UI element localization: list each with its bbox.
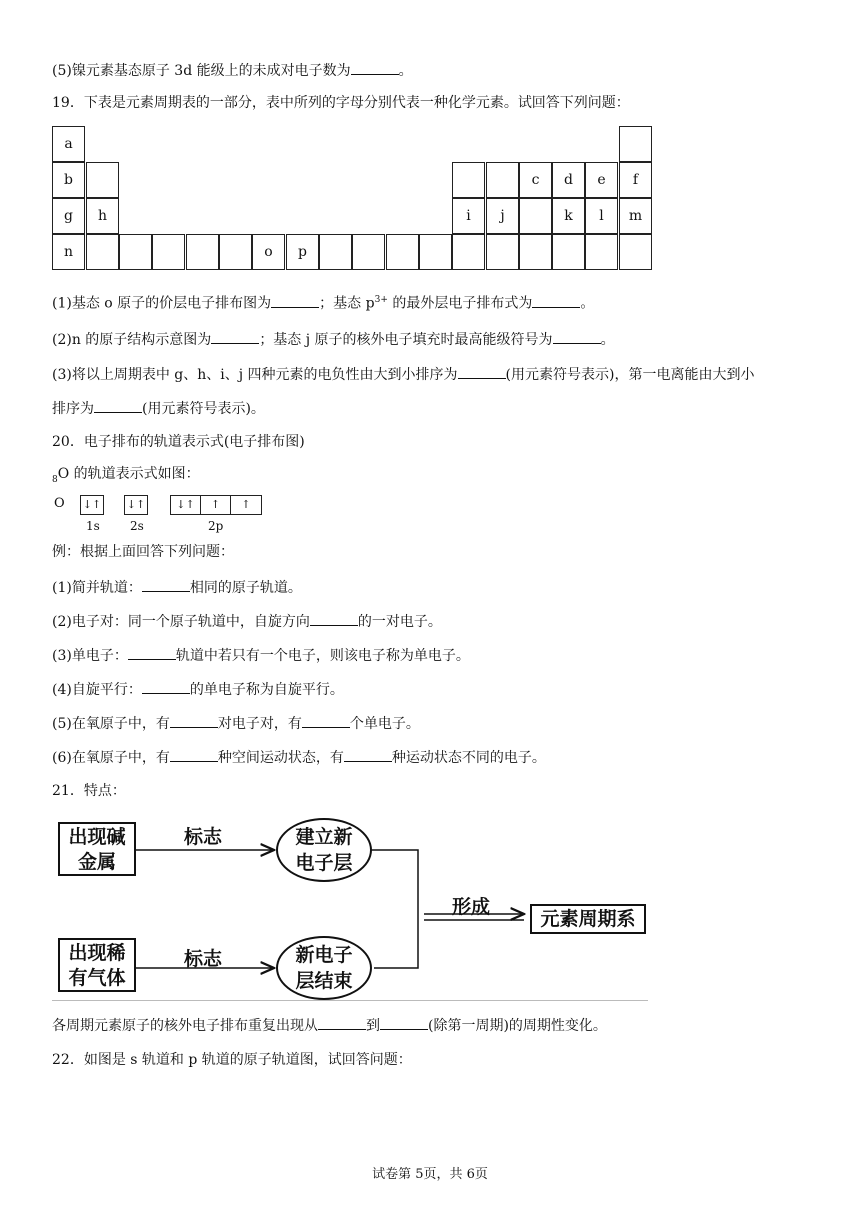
box-noble-gas <box>58 938 136 992</box>
q20-i1-text: (1)简并轨道： <box>52 580 142 596</box>
q19-s1 <box>52 290 594 314</box>
q20-intro <box>52 464 200 490</box>
answer-blank[interactable] <box>142 577 190 592</box>
cell-empty <box>452 234 485 270</box>
q20-i4-text: (4)自旋平行： <box>52 682 142 698</box>
answer-blank[interactable] <box>170 713 218 728</box>
q19-s3-text: (3)将以上周期表中 g、h、i、j 四种元素的电负性由大到小排序为 <box>52 367 458 383</box>
q20-i5-mid: 对电子对，有 <box>217 716 302 732</box>
q22-title: 22．如图是 s 轨道和 p 轨道的原子轨道图，试回答问题： <box>52 1052 412 1068</box>
q19-s3b-post: (用元素符号表示)。 <box>142 401 265 417</box>
q20-i5-text: (5)在氧原子中，有 <box>52 716 170 732</box>
cell-j: j <box>486 198 519 234</box>
cell-empty <box>319 234 352 270</box>
cell-empty <box>352 234 385 270</box>
q19-s1-mid: ；基态 p <box>319 295 375 312</box>
cell-o: o <box>252 234 285 270</box>
cell-empty <box>219 234 252 270</box>
q19-s3b-text: 排序为 <box>52 401 94 417</box>
cell-empty <box>619 126 652 162</box>
cell-empty <box>86 162 119 198</box>
q21-title: 21．特点： <box>52 783 126 799</box>
cell-empty <box>552 234 585 270</box>
answer-blank[interactable] <box>553 329 601 344</box>
label-forms: 形成 <box>452 896 491 918</box>
answer-blank[interactable] <box>211 329 259 344</box>
answer-blank[interactable] <box>458 364 506 379</box>
q20-i2-post: 的一对电子。 <box>357 614 442 630</box>
ellipse-line: 电子层 <box>295 852 353 874</box>
cell-empty <box>619 234 652 270</box>
q20-i6 <box>52 747 546 768</box>
ellipse-new-shell <box>276 818 372 882</box>
divider <box>52 1000 648 1001</box>
cell-f: f <box>619 162 652 198</box>
orbital-2s <box>124 495 148 515</box>
q19-s3-mid: (用元素符号表示)，第一电离能由大到小 <box>505 367 755 383</box>
q18-5-line <box>52 60 413 81</box>
cell-g: g <box>52 198 85 234</box>
orbital-box: ↓↑ <box>171 496 201 514</box>
orbital-box: ↓↑ <box>82 498 102 511</box>
cell-empty <box>519 198 552 234</box>
atomic-number-subscript: 8 <box>52 474 58 485</box>
orbital-2p <box>170 495 262 515</box>
cell-p: p <box>286 234 319 270</box>
q20-i2 <box>52 611 442 632</box>
box-line: 出现稀 <box>68 942 126 964</box>
answer-blank[interactable] <box>344 747 392 762</box>
ellipse-line: 新电子 <box>295 944 353 966</box>
box-line: 出现碱 <box>68 826 126 848</box>
orbital-label-2p: 2p <box>208 519 224 533</box>
box-line: 有气体 <box>68 967 126 989</box>
orbital-box: ↓↑ <box>126 498 146 511</box>
page-footer: 试卷第 5页，共 6页 <box>372 1167 488 1182</box>
orbital-label-2s: 2s <box>130 519 144 533</box>
answer-blank[interactable] <box>142 679 190 694</box>
cell-b: b <box>52 162 85 198</box>
q20-i3-text: (3)单电子： <box>52 648 128 664</box>
ellipse-line: 建立新 <box>295 826 353 848</box>
cell-l: l <box>585 198 618 234</box>
cell-empty <box>186 234 219 270</box>
q20-i5-post: 个单电子。 <box>349 716 420 732</box>
answer-blank[interactable] <box>318 1015 366 1030</box>
q20-i1 <box>52 577 302 598</box>
q20-i6-post: 种运动状态不同的电子。 <box>391 750 546 766</box>
q19-s2-mid: ；基态 j 原子的核外电子填充时最高能级符号为 <box>259 332 553 348</box>
q19-s3b <box>52 398 265 419</box>
cell-n: n <box>52 234 85 270</box>
oxygen-symbol: O <box>54 496 65 511</box>
cell-empty <box>585 234 618 270</box>
answer-blank[interactable] <box>532 293 580 308</box>
answer-blank[interactable] <box>310 611 358 626</box>
cell-h: h <box>86 198 119 234</box>
q21-caption-mid: 到 <box>366 1018 380 1034</box>
q19-s2-text: (2)n 的原子结构示意图为 <box>52 332 212 348</box>
q19-s1-end: 。 <box>580 295 595 312</box>
q20-i2-text: (2)电子对：同一个原子轨道中，自旋方向 <box>52 614 310 630</box>
q20-title: 20．电子排布的轨道表示式(电子排布图) <box>52 434 305 450</box>
cell-empty <box>519 234 552 270</box>
orbital-label-1s: 1s <box>86 519 100 533</box>
q21-caption-post: (除第一周期)的周期性变化。 <box>428 1018 607 1034</box>
ellipse-line: 层结束 <box>295 970 353 992</box>
q19-s2 <box>52 329 615 350</box>
q19-s3 <box>52 364 754 385</box>
cell-empty <box>452 162 485 198</box>
q21-caption <box>52 1015 607 1036</box>
cell-empty <box>486 234 519 270</box>
answer-blank[interactable] <box>128 645 176 660</box>
orbital-box: ↑ <box>241 498 251 511</box>
q18-5-text: (5)镍元素基态原子 3d 能级上的未成对电子数为 <box>52 63 351 79</box>
box-alkali-metal <box>58 822 136 876</box>
cell-k: k <box>552 198 585 234</box>
cell-a: a <box>52 126 85 162</box>
cell-empty <box>86 234 119 270</box>
q20-intro-text: O 的轨道表示式如图： <box>57 466 200 482</box>
q20-i6-mid: 种空间运动状态，有 <box>217 750 344 766</box>
answer-blank[interactable] <box>170 747 218 762</box>
q20-i6-text: (6)在氧原子中，有 <box>52 750 170 766</box>
cell-empty <box>152 234 185 270</box>
q18-5-end: 。 <box>398 63 413 79</box>
answer-blank[interactable] <box>380 1015 428 1030</box>
q20-i4-post: 的单电子称为自旋平行。 <box>189 682 344 698</box>
answer-blank[interactable] <box>302 713 350 728</box>
orbital-1s <box>80 495 104 515</box>
answer-blank[interactable] <box>94 398 142 413</box>
q20-i3 <box>52 645 470 666</box>
label-marks-1: 标志 <box>184 826 223 848</box>
answer-blank[interactable] <box>351 60 399 75</box>
ellipse-shell-end <box>276 936 372 1000</box>
box-periodic-system: 元素周期系 <box>530 904 646 934</box>
q21-caption-text: 各周期元素原子的核外电子排布重复出现从 <box>52 1018 318 1034</box>
cell-m: m <box>619 198 652 234</box>
cell-i: i <box>452 198 485 234</box>
q19-s2-end: 。 <box>600 332 615 348</box>
orbital-box: ↑ <box>201 496 231 514</box>
cell-empty <box>386 234 419 270</box>
cell-empty <box>486 162 519 198</box>
answer-blank[interactable] <box>271 293 319 308</box>
q19-s1-text: (1)基态 o 原子的价层电子排布图为 <box>52 295 272 312</box>
q19-title: 19．下表是元素周期表的一部分，表中所列的字母分别代表一种化学元素。试回答下列问题： <box>52 95 630 111</box>
q20-i5 <box>52 713 420 734</box>
q20-i1-post: 相同的原子轨道。 <box>189 580 302 596</box>
cell-c: c <box>519 162 552 198</box>
cell-d: d <box>552 162 585 198</box>
box-line: 金属 <box>77 851 116 873</box>
q20-i4 <box>52 679 344 700</box>
q19-s1-post: 的最外层电子排布式为 <box>387 295 533 312</box>
cell-empty <box>119 234 152 270</box>
periodic-table <box>52 126 654 270</box>
q20-i3-post: 轨道中若只有一个电子，则该电子称为单电子。 <box>175 648 470 664</box>
cell-e: e <box>585 162 618 198</box>
q20-example: 例：根据上面回答下列问题： <box>52 544 234 560</box>
cell-empty <box>419 234 452 270</box>
label-marks-2: 标志 <box>184 948 223 970</box>
charge-superscript: 3+ <box>374 295 388 305</box>
